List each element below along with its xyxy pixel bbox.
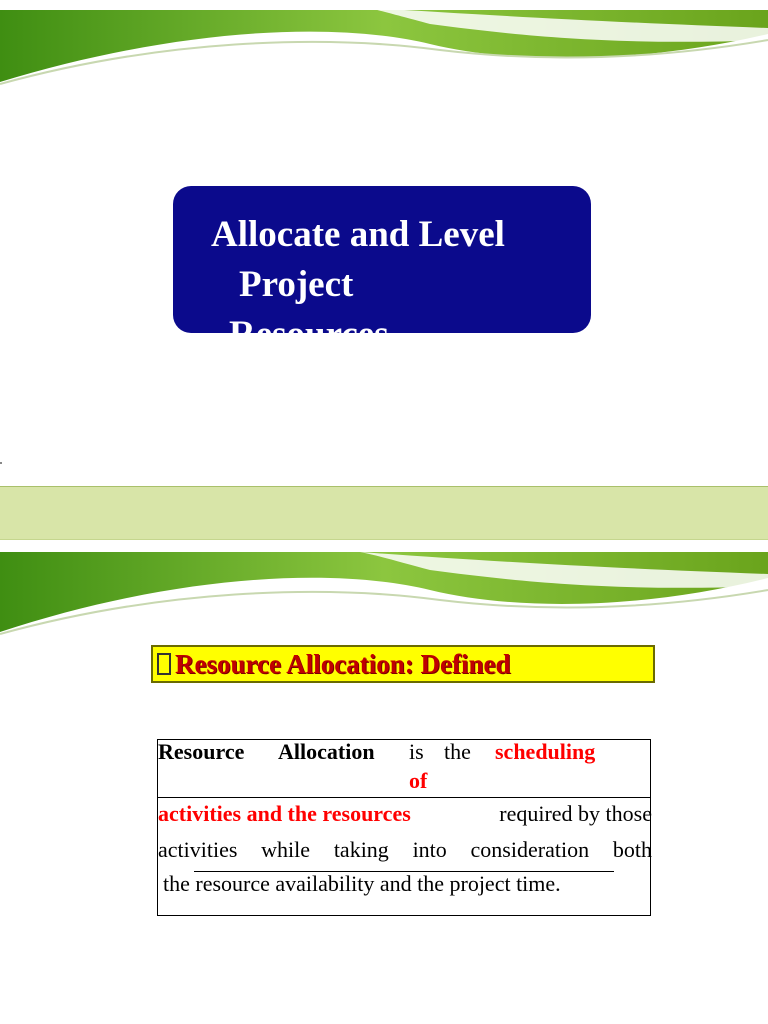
word: both [612,837,652,862]
term-word-2: Allocation [278,739,375,764]
word: taking [333,837,389,862]
slide-title [211,210,583,360]
green-swoosh-decoration [0,548,768,638]
definition-line-2 [158,801,652,827]
title-box [173,186,591,355]
title-line-3: Resources [229,314,389,355]
word: consideration [470,837,590,862]
highlight-scheduling: scheduling [495,739,596,764]
word-is: is [409,739,424,764]
definition-line-4: the resource availability and the project time. [163,871,561,896]
word: into [412,837,447,862]
word-the: the [444,739,471,764]
word: activities [158,837,238,862]
title-line-1: Allocate and Level [211,214,505,255]
slide-divider-band [0,486,768,540]
highlight-activities-resources: activities and the resources [158,801,411,826]
slide-2 [0,548,768,1024]
title-line-2: Project [239,264,354,305]
highlight-of: of [409,768,428,793]
heading-box [151,645,655,683]
green-swoosh-decoration [0,0,768,90]
definition-line-3 [158,837,652,863]
term-word-1: Resource [158,739,245,764]
section-heading: Resource Allocation: Defined [175,648,511,679]
definition-line-2-rest: required by those [499,801,652,826]
definition-box [157,739,651,916]
slide-1 [0,0,768,486]
word: while [261,837,311,862]
definition-separator [158,797,650,798]
stray-mark [0,462,2,464]
bullet-box-icon [157,653,171,675]
